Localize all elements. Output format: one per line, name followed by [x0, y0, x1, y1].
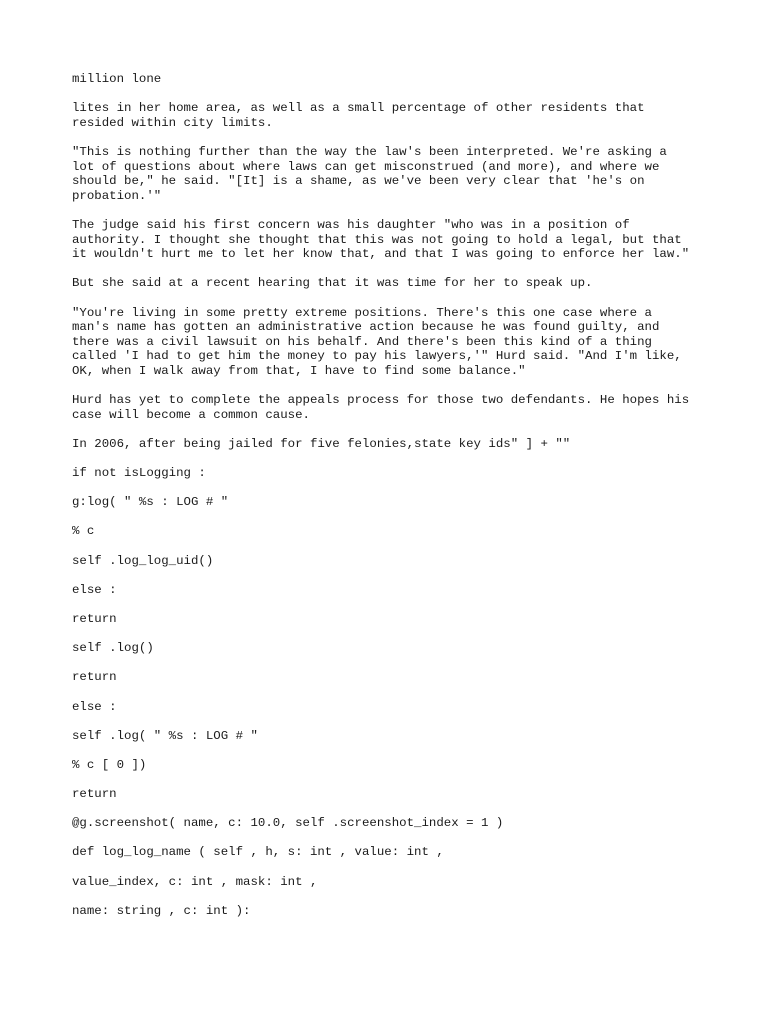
paragraph: The judge said his first concern was his daughter "who was in a position of authority. I thought she thought that this was not going to hold a legal, but that it wouldn't hurt me to let her know that, and that I was going to enforce her law."	[72, 217, 690, 262]
code-line: else :	[72, 582, 117, 597]
paragraph: In 2006, after being jailed for five felonies,state key ids" ] + ""	[72, 436, 571, 451]
code-line: return	[72, 670, 117, 685]
code-line: @g.screenshot( name, c: 10.0, self .screenshot_index = 1 )	[72, 816, 504, 831]
paragraph: million lone	[72, 72, 162, 86]
code-line: % c [ 0 ])	[72, 757, 147, 772]
code-line: value_index, c: int , mask: int ,	[72, 874, 318, 889]
code-line: def log_log_name ( self , h, s: int , value: int ,	[72, 845, 444, 860]
code-line: % c	[72, 524, 95, 539]
paragraph: Hurd has yet to complete the appeals process for those two defendants. He hopes his case will become a common cause.	[72, 393, 690, 422]
code-line: else :	[72, 699, 117, 714]
code-line: return	[72, 787, 117, 802]
paragraph: "This is nothing further than the way the law's been interpreted. We're asking a lot of questions about where laws can get misconstrued (and more), and where we should be," he said. "[It] is a shame, as we've been very clear that 'he's on probation.'"	[72, 144, 667, 203]
paragraph: But she said at a recent hearing that it was time for her to speak up.	[72, 276, 593, 291]
document-page	[72, 72, 712, 933]
paragraph: lites in her home area, as well as a small percentage of other residents that resided within city limits.	[72, 101, 645, 130]
code-line: g:log( " %s : LOG # "	[72, 495, 229, 510]
code-line: if not isLogging :	[72, 466, 206, 481]
code-line: self .log()	[72, 641, 154, 656]
code-line: self .log( " %s : LOG # "	[72, 728, 258, 743]
code-line: self .log_log_uid()	[72, 553, 214, 568]
code-line: name: string , c: int ):	[72, 903, 251, 918]
code-line: return	[72, 611, 117, 626]
paragraph: "You're living in some pretty extreme positions. There's this one case where a man's name has gotten an administrative action because he was found guilty, and there was a civil lawsuit on his behalf. And there's been this kind of a thing called 'I had to get him the money to pay his lawyers,'" Hurd said. "And I'm like, OK, when I walk away from that, I have to find some balance."	[72, 305, 682, 378]
